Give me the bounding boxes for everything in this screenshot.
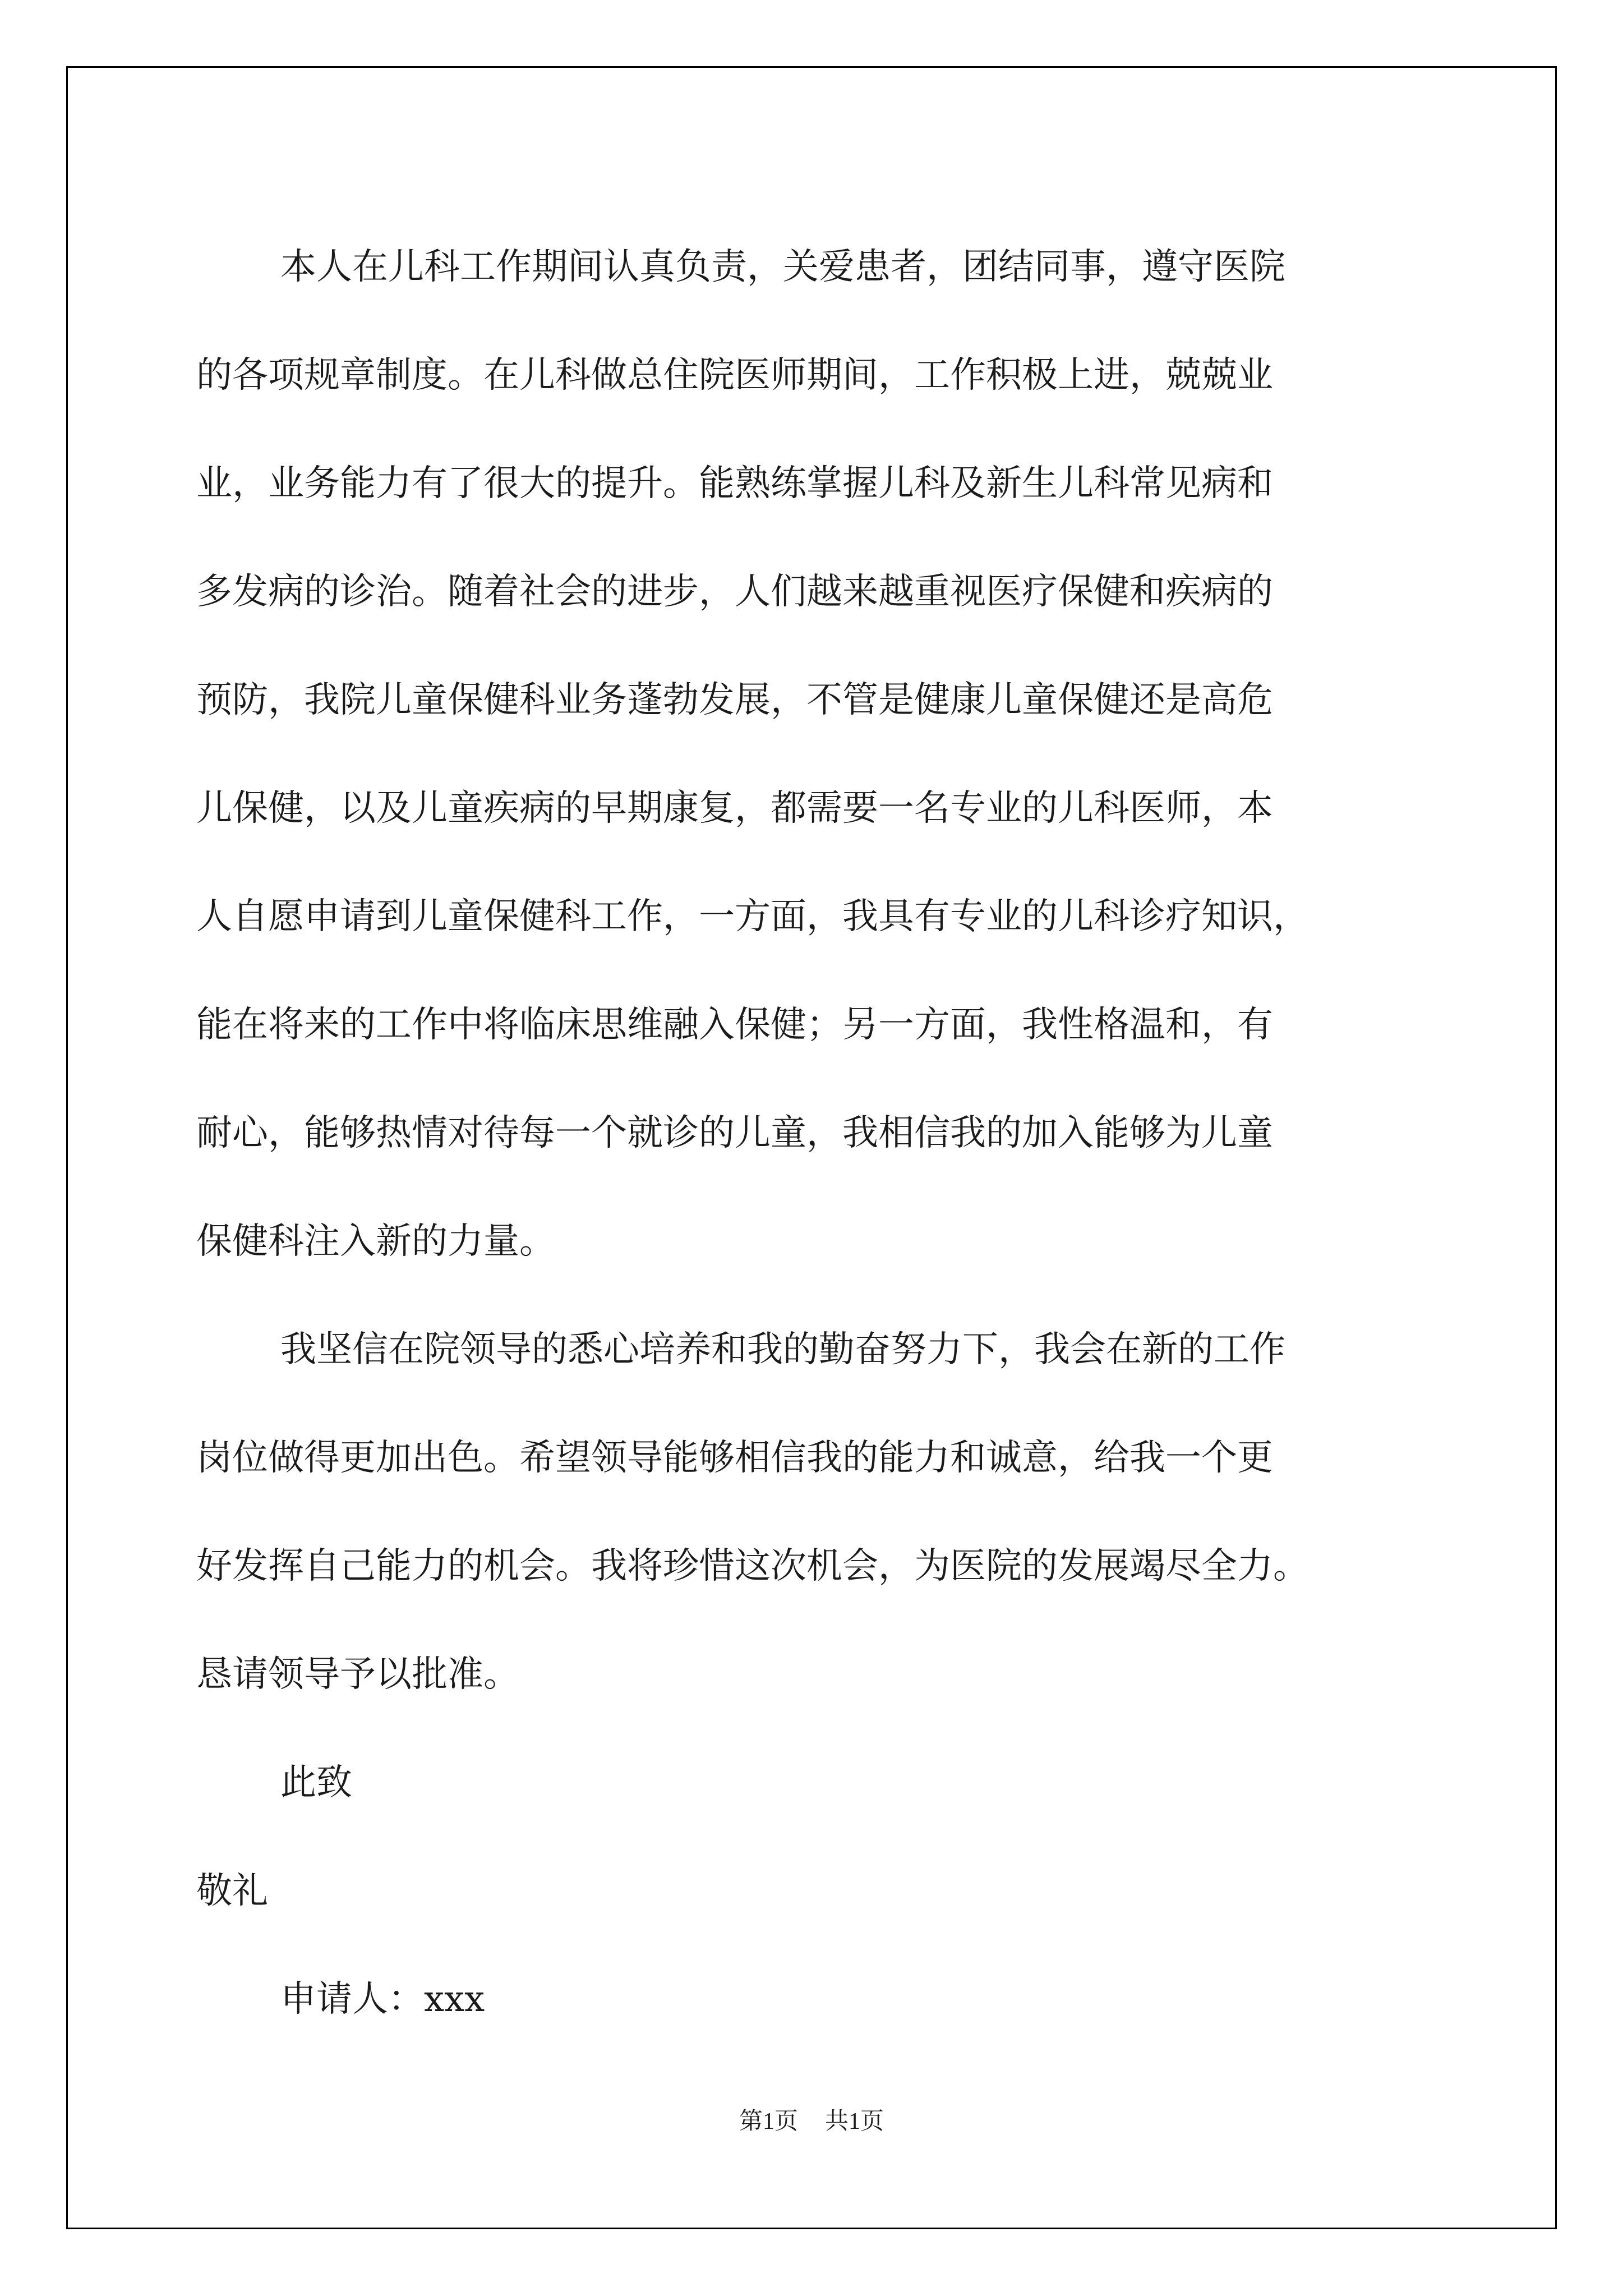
text-line: 我坚信在院领导的悉心培养和我的勤奋努力下，我会在新的工作	[280, 1329, 1285, 1370]
page-number-total: 共1页	[825, 2109, 884, 2134]
text-line: 能在将来的工作中将临床思维融入保健；另一方面，我性格温和，有	[196, 1004, 1273, 1046]
text-line: 预防，我院儿童保健科业务蓬勃发展，不管是健康儿童保健还是高危	[196, 679, 1273, 721]
text-line: 恳请领导予以批准。	[196, 1654, 519, 1695]
closing-salutation: 此致	[280, 1762, 352, 1803]
text-line: 保健科注入新的力量。	[196, 1221, 555, 1262]
text-line: 多发病的诊治。随着社会的进步，人们越来越重视医疗保健和疾病的	[196, 571, 1273, 613]
text-line: 岗位做得更加出色。希望领导能够相信我的能力和诚意，给我一个更	[196, 1437, 1273, 1479]
text-line: 好发挥自己能力的机会。我将珍惜这次机会，为医院的发展竭尽全力。	[196, 1545, 1309, 1587]
text-line: 人自愿申请到儿童保健科工作，一方面，我具有专业的儿科诊疗知识，	[196, 896, 1309, 937]
text-line: 业，业务能力有了很大的提升。能熟练掌握儿科及新生儿科常见病和	[196, 463, 1273, 504]
page-number-current: 第1页	[739, 2109, 798, 2134]
text-line: 儿保健，以及儿童疾病的早期康复，都需要一名专业的儿科医师，本	[196, 788, 1273, 829]
page-footer	[0, 2105, 1623, 2138]
document-body	[196, 213, 1458, 2054]
closing-regards: 敬礼	[196, 1870, 268, 1912]
text-line: 的各项规章制度。在儿科做总住院医师期间，工作积极上进，兢兢业	[196, 355, 1273, 396]
applicant-signature: 申请人：xxx	[280, 1978, 485, 2020]
text-line: 耐心，能够热情对待每一个就诊的儿童，我相信我的加入能够为儿童	[196, 1112, 1273, 1154]
text-line: 本人在儿科工作期间认真负责，关爱患者，团结同事，遵守医院	[280, 246, 1285, 288]
